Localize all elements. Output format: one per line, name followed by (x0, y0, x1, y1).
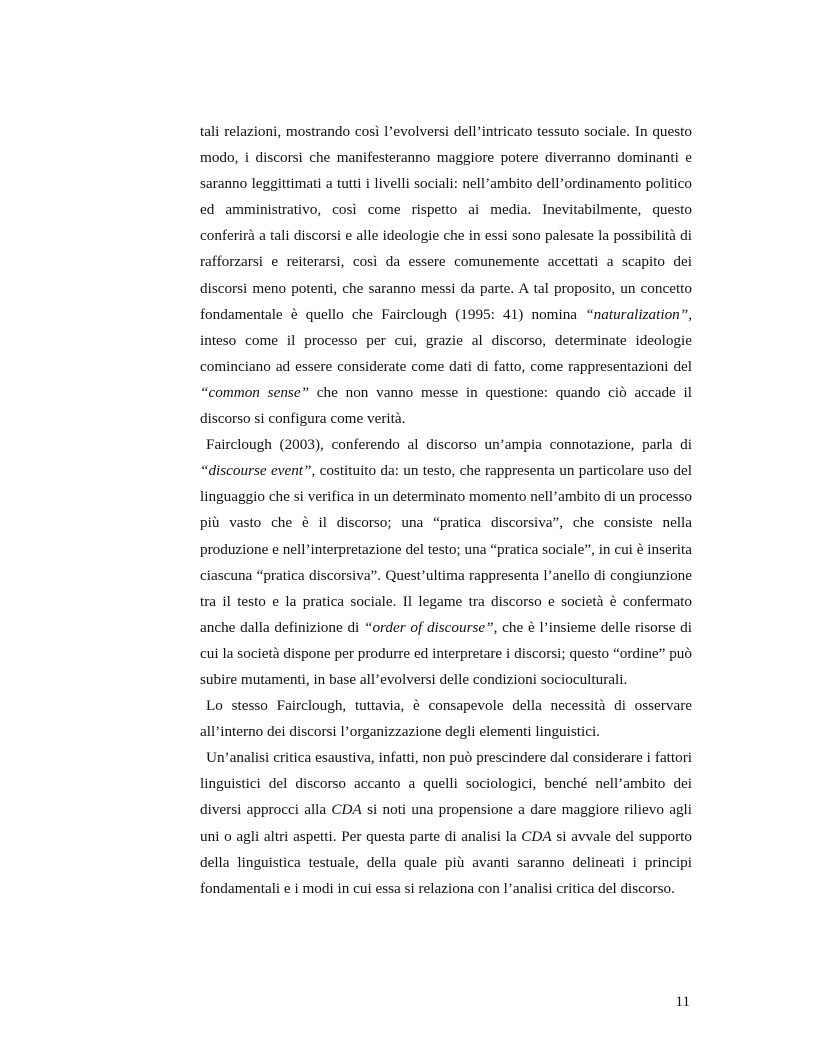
body-text (200, 119, 692, 902)
italic-term: “common sense” (200, 383, 310, 401)
page-number: 11 (675, 994, 690, 1010)
text-run: si avvale del supporto della linguistica testuale, della quale più avanti saranno delineati i principi fondamentali e i modi in cui essa si relaziona con l’analisi critica del discorso. (200, 827, 692, 897)
text-run: tali relazioni, mostrando così l’evolversi dell’intricato tessuto sociale. In questo modo, i discorsi che manifesteranno maggiore potere diverranno dominanti e saranno leggittimati a tutti i livelli sociali: nell’ambito dell’ordinamento politico ed amministrativo, così come rispetto ai media. Inevitabilmente, questo conferirà a tali discorsi e alle ideologie che in essi sono palesate la possibilità di rafforzarsi e reiterarsi, così da essere comunemente accettati a scapito dei discorsi meno potenti, che saranno messi da parte. A tal proposito, un concetto fondamentale è quello che Fairclough (1995: 41) nomina (200, 123, 692, 323)
paragraph-2 (200, 432, 692, 693)
italic-term: “discourse event” (200, 462, 312, 480)
italic-term: “naturalization” (585, 305, 689, 323)
text-run: , inteso come il processo per cui, grazie al discorso, determinate ideologie cominciano ad essere considerate come dati di fatto, come rappresentazioni del (200, 305, 692, 375)
text-run: Lo stesso Fairclough, tuttavia, è consapevole della necessità di osservare all’interno dei discorsi l’organizzazione degli elementi linguistici. (200, 697, 692, 741)
paragraph-3 (200, 693, 692, 745)
text-run: che non vanno messe in questione: quando ciò accade il discorso si configura come verità. (200, 383, 692, 428)
text-run: Fairclough (2003), conferendo al discorso un’ampia connotazione, parla di (206, 436, 692, 454)
italic-term: CDA (331, 801, 362, 819)
text-run: Un’analisi critica esaustiva, infatti, non può prescindere dal considerare i fattori linguistici del discorso accanto a quelli sociologici, benché nell’ambito dei diversi approcci alla (200, 749, 692, 819)
paragraph-1 (200, 119, 692, 432)
text-run: si noti una propensione a dare maggiore rilievo agli uni o agli altri aspetti. Per questa parte di analisi la (200, 801, 692, 845)
paragraph-4 (200, 745, 692, 902)
text-run: , costituito da: un testo, che rappresenta un particolare uso del linguaggio che si verifica in un determinato momento nell’ambito di un processo più vasto che è il discorso; una “pratica discorsiva”, che consiste nella produzione e nell’interpretazione del testo; una “pratica sociale”, in cui è inserita ciascuna “pratica discorsiva”. Quest’ultima rappresenta l’anello di congiunzione tra il testo e la pratica sociale. Il legame tra discorso e società è confermato anche dalla definizione di (200, 462, 692, 636)
text-run: , che è l’insieme delle risorse di cui la società dispone per produrre ed interpretare i discorsi; questo “ordine” può subire mutamenti, in base all’evolversi delle condizioni socioculturali. (200, 618, 692, 688)
italic-term: CDA (521, 827, 552, 845)
italic-term: “order of discourse” (364, 618, 494, 636)
